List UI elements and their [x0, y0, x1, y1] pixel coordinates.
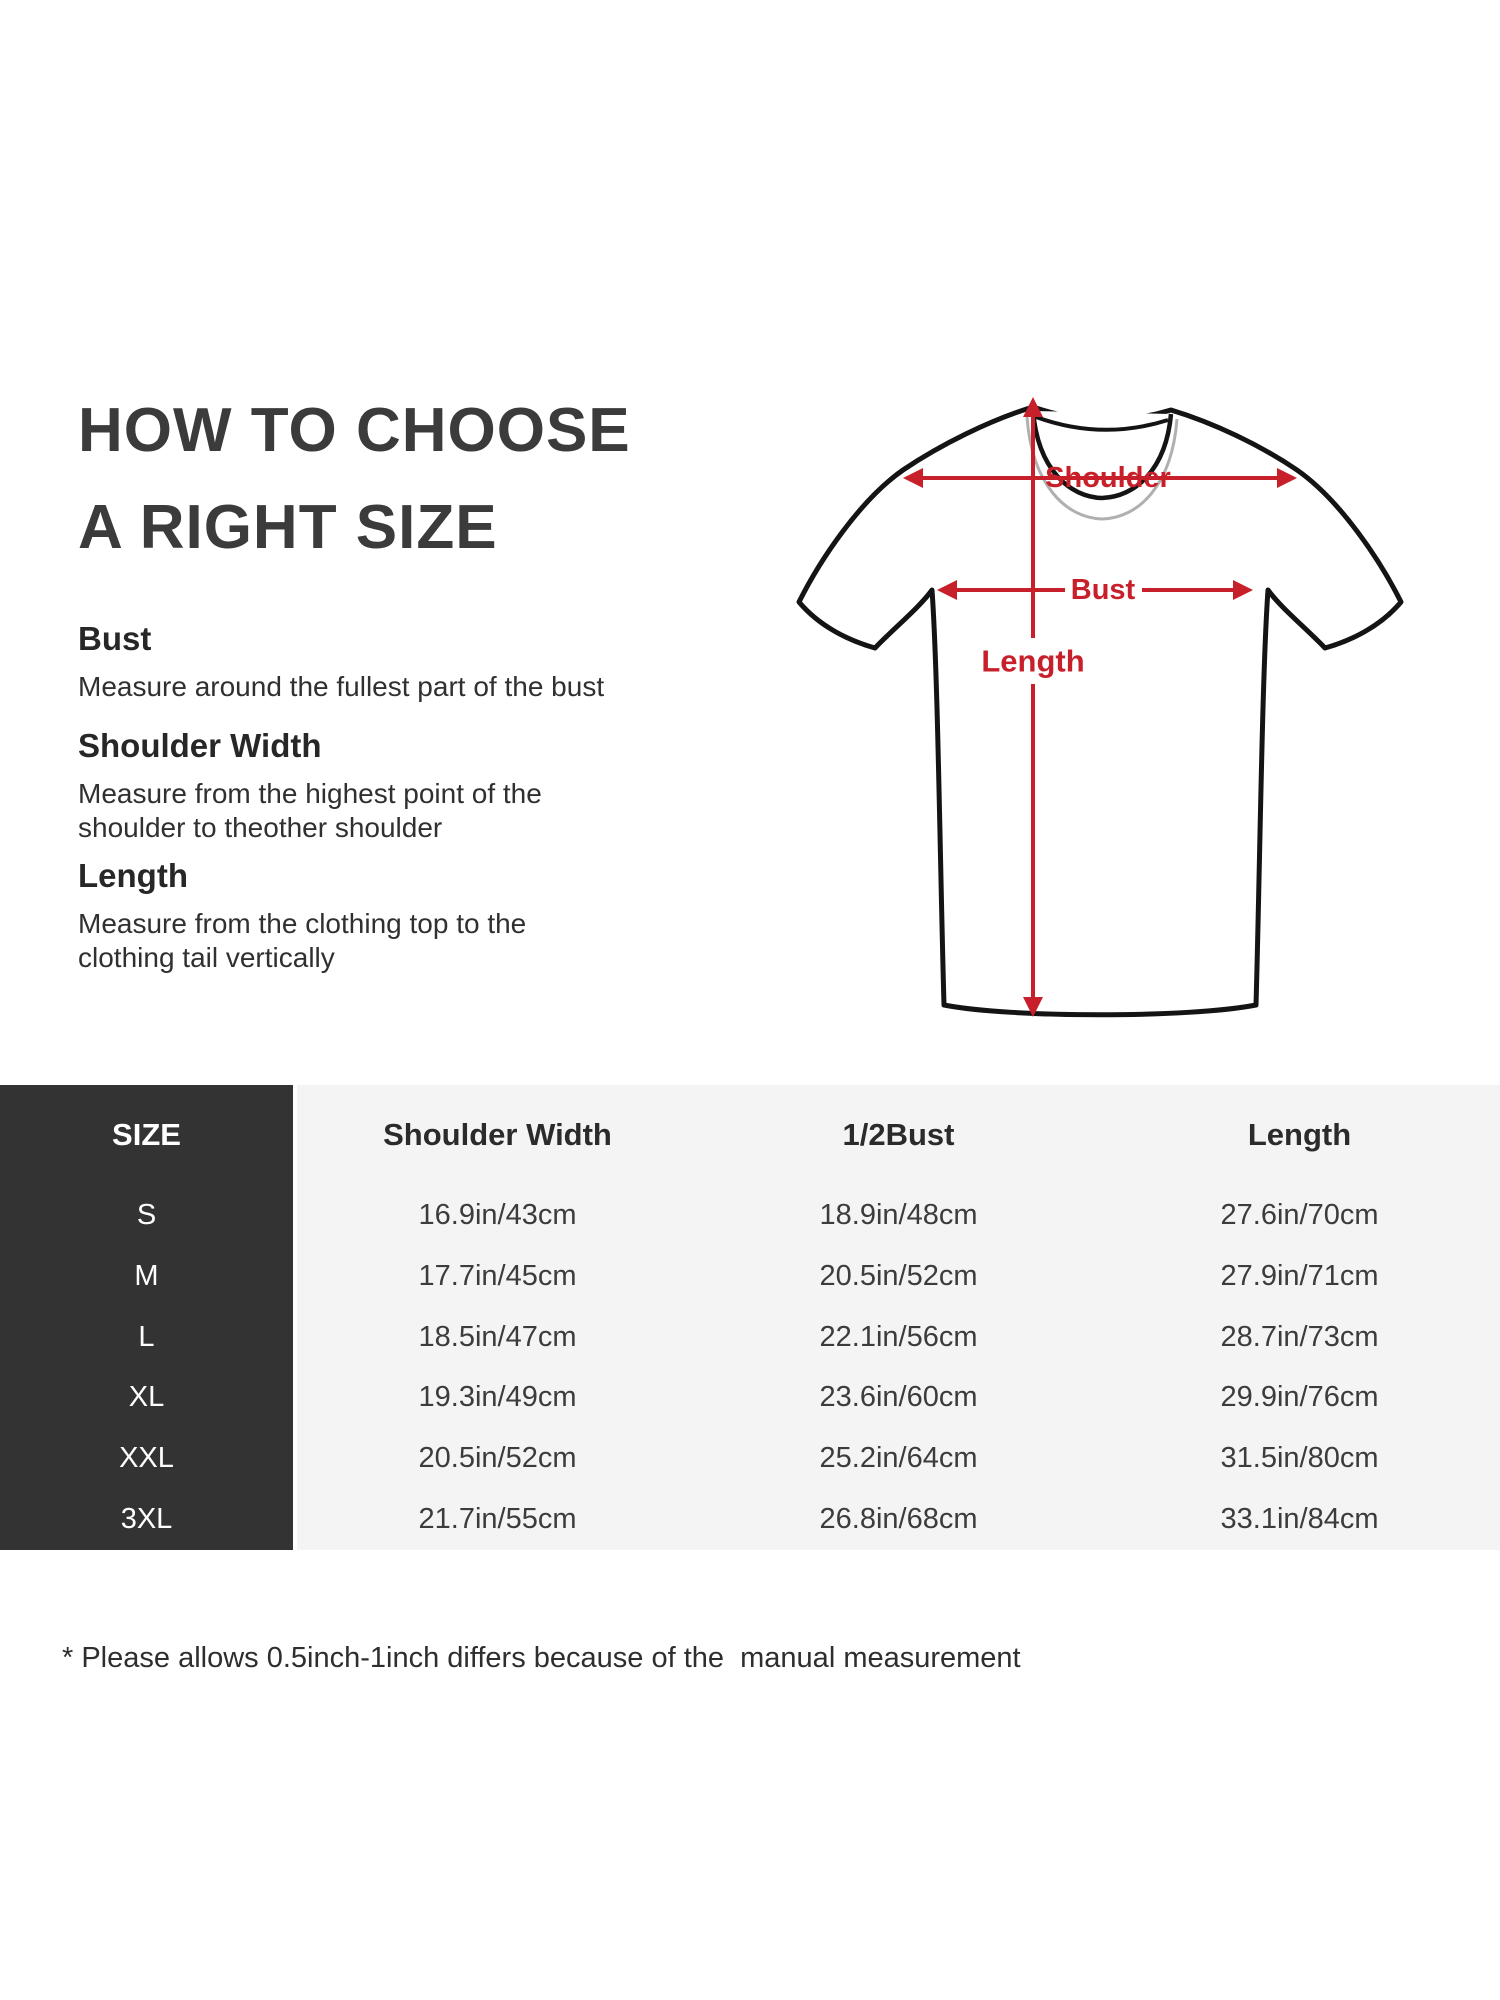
- shoulder-label: Shoulder: [1045, 462, 1171, 494]
- size-table-header-length: Length: [1247, 1117, 1352, 1152]
- tshirt-measurement-diagram: [780, 385, 1430, 1045]
- size-label-xl: XL: [0, 1367, 297, 1428]
- instruction-length: [78, 857, 678, 975]
- value-xxl-half-bust: 25.2in/64cm: [819, 1442, 978, 1475]
- instruction-bust-desc-line1: Measure around the fullest part of the bust: [78, 671, 605, 702]
- value-m-half-bust: 20.5in/52cm: [819, 1259, 978, 1292]
- instruction-bust-desc: [78, 670, 678, 704]
- size-table-header-size: SIZE: [0, 1085, 297, 1185]
- value-xl-shoulder: 19.3in/49cm: [418, 1381, 577, 1414]
- value-m-shoulder: 17.7in/45cm: [418, 1259, 577, 1292]
- tshirt-illustration: [799, 407, 1401, 1015]
- value-l-length: 28.7in/73cm: [1220, 1320, 1379, 1353]
- tshirt-diagram-svg: [780, 385, 1430, 1045]
- value-s-shoulder: 16.9in/43cm: [418, 1198, 577, 1231]
- page-title: [78, 382, 631, 576]
- value-xxl-length: 31.5in/80cm: [1220, 1442, 1379, 1475]
- size-table-header-shoulder-width: Shoulder Width: [383, 1117, 612, 1152]
- value-xl-length: 29.9in/76cm: [1220, 1381, 1379, 1414]
- page-title-line1: HOW TO CHOOSE: [78, 396, 631, 465]
- instruction-bust-title: Bust: [78, 620, 152, 657]
- instruction-length-desc: [78, 907, 678, 975]
- value-s-length: 27.6in/70cm: [1220, 1198, 1379, 1231]
- instruction-shoulder-width-desc-line1: Measure from the highest point of the: [78, 778, 542, 809]
- size-table-header-half-bust: 1/2Bust: [842, 1117, 955, 1152]
- size-label-s: S: [0, 1185, 297, 1246]
- size-label-xxl: XXL: [0, 1428, 297, 1489]
- size-table: [0, 1085, 1500, 1550]
- measurement-disclaimer: * Please allows 0.5inch-1inch differs because of the manual measurement: [62, 1642, 1021, 1674]
- size-label-l: L: [0, 1307, 297, 1368]
- size-label-3xl: 3XL: [0, 1489, 297, 1550]
- value-m-length: 27.9in/71cm: [1220, 1259, 1379, 1292]
- instruction-shoulder-width: [78, 727, 678, 845]
- length-label: Length: [981, 643, 1085, 679]
- instruction-length-title: Length: [78, 857, 188, 894]
- instruction-length-desc-line2: clothing tail vertically: [78, 942, 335, 973]
- value-s-half-bust: 18.9in/48cm: [819, 1198, 978, 1231]
- instruction-shoulder-width-desc-line2: shoulder to theother shoulder: [78, 812, 443, 843]
- value-3xl-shoulder: 21.7in/55cm: [418, 1503, 577, 1536]
- value-l-shoulder: 18.5in/47cm: [418, 1320, 577, 1353]
- instruction-bust: [78, 620, 678, 704]
- instruction-shoulder-width-desc: [78, 777, 678, 845]
- value-xxl-shoulder: 20.5in/52cm: [418, 1442, 577, 1475]
- size-label-m: M: [0, 1246, 297, 1307]
- value-l-half-bust: 22.1in/56cm: [819, 1320, 978, 1353]
- value-3xl-length: 33.1in/84cm: [1220, 1503, 1379, 1536]
- instruction-length-desc-line1: Measure from the clothing top to the: [78, 908, 527, 939]
- bust-label: Bust: [1070, 574, 1136, 606]
- value-3xl-half-bust: 26.8in/68cm: [819, 1503, 978, 1536]
- value-xl-half-bust: 23.6in/60cm: [819, 1381, 978, 1414]
- page-title-line2: A RIGHT SIZE: [78, 493, 498, 562]
- instruction-shoulder-width-title: Shoulder Width: [78, 727, 322, 764]
